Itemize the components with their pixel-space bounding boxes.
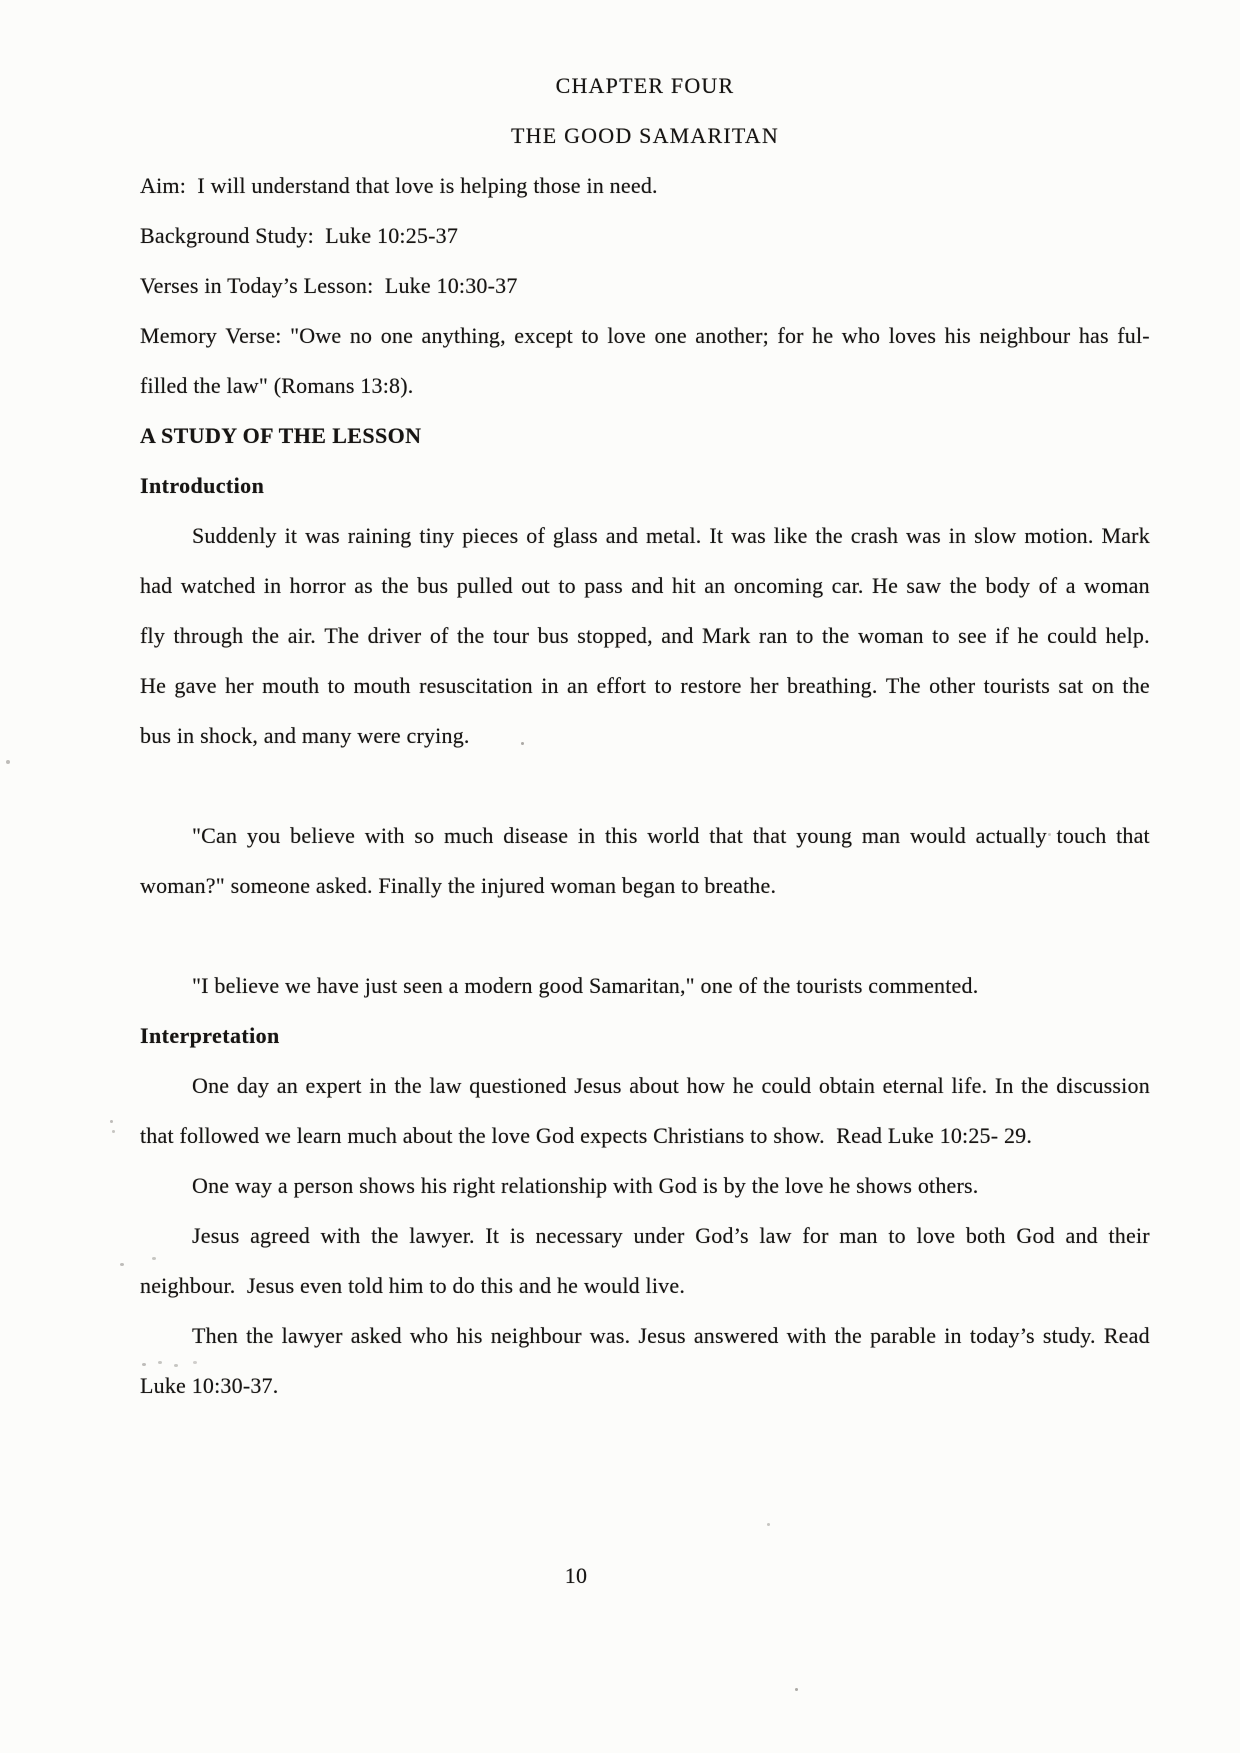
word: glass xyxy=(552,523,598,548)
word: he xyxy=(732,1073,754,1098)
word: that xyxy=(752,823,787,848)
word: disease xyxy=(503,823,569,848)
scan-speckle xyxy=(767,1523,770,1526)
word: with xyxy=(320,1223,361,1248)
word: much xyxy=(443,823,494,848)
word: air. xyxy=(287,623,316,648)
word: that xyxy=(1116,823,1150,848)
word: horror xyxy=(289,573,346,598)
word: this xyxy=(605,823,638,848)
body-line: woman?" someone asked. Finally the injured woman began to breathe. xyxy=(140,873,777,898)
word: stopped, xyxy=(577,623,653,648)
word: the xyxy=(251,623,280,648)
body-line: bus in shock, and many were crying. xyxy=(140,723,470,748)
word: The xyxy=(885,673,921,698)
scan-speckle xyxy=(795,1688,798,1691)
word: the xyxy=(1021,1073,1049,1098)
word: effort xyxy=(596,673,647,698)
word: out xyxy=(521,573,550,598)
word: of xyxy=(429,623,449,648)
word: restore xyxy=(680,673,742,698)
word: young xyxy=(796,823,853,848)
word: crash xyxy=(850,523,899,548)
word: body xyxy=(985,573,1031,598)
word: is xyxy=(509,1223,525,1248)
word: driver xyxy=(367,623,422,648)
word: see xyxy=(958,623,987,648)
word: Suddenly xyxy=(192,523,277,548)
word: in xyxy=(577,823,596,848)
word: fly xyxy=(140,623,166,648)
word: the xyxy=(949,573,978,598)
word: obtain xyxy=(818,1073,876,1098)
word: the xyxy=(1122,673,1150,698)
word: was xyxy=(731,523,766,548)
word: Mark xyxy=(1101,523,1150,548)
word: about xyxy=(629,1073,680,1098)
word: motion. xyxy=(1024,523,1094,548)
body-line: "I believe we have just seen a modern good Samaritan," one of the tourists commented. xyxy=(192,973,979,998)
meta-line: Verses in Today’s Lesson: Luke 10:30-37 xyxy=(140,273,518,298)
body-line: One way a person shows his right relationship with God is by the love he shows others. xyxy=(192,1173,979,1198)
word: asked xyxy=(350,1323,402,1348)
word: today’s xyxy=(969,1323,1035,1348)
word: "Owe xyxy=(290,323,342,348)
word: slow xyxy=(974,523,1017,548)
word: could xyxy=(1047,623,1098,648)
word: and xyxy=(661,623,694,648)
word: was. xyxy=(589,1323,631,1348)
word: to xyxy=(932,623,950,648)
word: except xyxy=(514,323,573,348)
word: discussion xyxy=(1056,1073,1150,1098)
scan-speckle xyxy=(112,1130,115,1133)
word: to xyxy=(581,323,599,348)
body-line xyxy=(140,511,1150,561)
word: study. xyxy=(1042,1323,1096,1348)
chapter-title: CHAPTER FOUR xyxy=(555,73,735,98)
word: and xyxy=(631,573,664,598)
word: lawyer xyxy=(281,1323,343,1348)
word: loves xyxy=(888,323,937,348)
word: and xyxy=(1065,1223,1098,1248)
meta-line: filled the law" (Romans 13:8). xyxy=(140,373,414,398)
section-heading: A STUDY OF THE LESSON xyxy=(140,423,422,448)
word: of xyxy=(1038,573,1058,598)
word: no xyxy=(349,323,373,348)
word: life. xyxy=(951,1073,988,1098)
word: eternal xyxy=(882,1073,944,1098)
word: for xyxy=(777,323,804,348)
word: metal. xyxy=(645,523,702,548)
word: the xyxy=(381,573,409,598)
word: to xyxy=(558,573,576,598)
word: like xyxy=(773,523,808,548)
word: gave xyxy=(174,673,217,698)
word: a xyxy=(1065,573,1076,598)
word: It xyxy=(709,523,724,548)
word: the xyxy=(815,523,843,548)
word: Read xyxy=(1103,1323,1150,1348)
word: parable xyxy=(870,1323,937,1348)
word: both xyxy=(965,1223,1006,1248)
word: Jesus xyxy=(574,1073,622,1098)
word: under xyxy=(633,1223,685,1248)
word: watched xyxy=(180,573,256,598)
word: her xyxy=(749,673,779,698)
word: law xyxy=(429,1073,462,1098)
word: Then xyxy=(192,1323,239,1348)
word: he xyxy=(1017,623,1039,648)
word: other xyxy=(929,673,976,698)
word: you xyxy=(246,823,281,848)
word: the xyxy=(394,1073,422,1098)
word: He xyxy=(871,573,899,598)
word: in xyxy=(263,573,282,598)
body-line xyxy=(140,1311,1150,1361)
chapter-title: THE GOOD SAMARITAN xyxy=(511,123,779,148)
word: car. xyxy=(831,573,864,598)
word: for xyxy=(802,1223,829,1248)
word: love xyxy=(607,323,646,348)
word: as xyxy=(354,573,373,598)
word: mouth xyxy=(353,673,411,698)
word: law xyxy=(759,1223,792,1248)
word: it xyxy=(284,523,298,548)
word: Jesus xyxy=(192,1223,240,1248)
word: who xyxy=(409,1323,449,1348)
footer-gap xyxy=(140,1411,1150,1551)
body-line xyxy=(140,661,1150,711)
scan-speckle xyxy=(120,1263,124,1266)
word: pass xyxy=(584,573,623,598)
word: to xyxy=(654,673,673,698)
word: the xyxy=(822,623,850,648)
word: their xyxy=(1108,1223,1150,1248)
scan-speckle xyxy=(142,1363,146,1366)
word: love xyxy=(916,1223,956,1248)
word: has xyxy=(1078,323,1109,348)
word: pulled xyxy=(456,573,513,598)
word: breathing. xyxy=(787,673,878,698)
word: bus xyxy=(417,573,449,598)
word: his xyxy=(944,323,971,348)
word: in xyxy=(369,1073,387,1098)
word: oncoming xyxy=(733,573,824,598)
scan-speckle xyxy=(6,760,10,764)
scan-speckle xyxy=(110,1120,113,1123)
word: to xyxy=(888,1223,906,1248)
page-number: 10 xyxy=(564,1563,588,1588)
scan-speckle xyxy=(1048,833,1051,836)
word: tour xyxy=(492,623,530,648)
word: if xyxy=(995,623,1010,648)
word: another; xyxy=(695,323,769,348)
meta-line: Background Study: Luke 10:25-37 xyxy=(140,223,459,248)
word: bus xyxy=(537,623,569,648)
word: that xyxy=(709,823,744,848)
word: answered xyxy=(693,1323,779,1348)
word: on xyxy=(1091,673,1115,698)
word: the xyxy=(371,1223,399,1248)
word: was xyxy=(305,523,340,548)
word: he xyxy=(812,323,834,348)
word: He xyxy=(140,673,167,698)
scan-speckle xyxy=(193,1361,197,1364)
word: an xyxy=(704,573,726,598)
word: of xyxy=(526,523,545,548)
word: how xyxy=(686,1073,726,1098)
word: saw xyxy=(906,573,942,598)
word: his xyxy=(456,1323,483,1348)
word: in xyxy=(948,523,967,548)
word: neighbour xyxy=(979,323,1071,348)
blank-line xyxy=(140,761,1150,811)
word: anything, xyxy=(421,323,506,348)
word: actually xyxy=(975,823,1047,848)
word: the xyxy=(246,1323,274,1348)
word: the xyxy=(457,623,485,648)
word: Jesus xyxy=(638,1323,686,1348)
scan-speckle xyxy=(152,1257,156,1260)
word: expert xyxy=(305,1073,362,1098)
word: neighbour xyxy=(490,1323,582,1348)
scan-speckle xyxy=(521,742,524,745)
word: would xyxy=(909,823,966,848)
word: an xyxy=(567,673,589,698)
section-heading: Introduction xyxy=(140,473,265,498)
word: God’s xyxy=(695,1223,749,1248)
body-line: that followed we learn much about the love God expects Christians to show. Read Luke 10:25- 29. xyxy=(140,1123,1033,1148)
word: tiny xyxy=(419,523,455,548)
meta-line xyxy=(140,311,1150,361)
scan-speckle xyxy=(174,1364,178,1367)
word: who xyxy=(841,323,881,348)
word: mouth xyxy=(262,673,320,698)
word: sat xyxy=(1058,673,1084,698)
word: The xyxy=(324,623,360,648)
word: in xyxy=(944,1323,962,1348)
document-body xyxy=(140,61,1150,1601)
word: to xyxy=(796,623,814,648)
word: Mark xyxy=(702,623,751,648)
word: man xyxy=(839,1223,878,1248)
word: tourists xyxy=(983,673,1050,698)
word: was xyxy=(906,523,941,548)
word: her xyxy=(225,673,254,698)
word: day xyxy=(236,1073,270,1098)
word: In xyxy=(994,1073,1014,1098)
word: It xyxy=(485,1223,500,1248)
word: with xyxy=(364,823,405,848)
word: "Can xyxy=(192,823,238,848)
blank-line xyxy=(140,911,1150,961)
word: hit xyxy=(672,573,696,598)
body-line xyxy=(140,1061,1150,1111)
body-line: neighbour. Jesus even told him to do this and he would live. xyxy=(140,1273,686,1298)
word: agreed xyxy=(250,1223,310,1248)
word: One xyxy=(192,1073,230,1098)
section-heading: Interpretation xyxy=(140,1023,280,1048)
word: raining xyxy=(347,523,412,548)
word: ran xyxy=(758,623,788,648)
body-line xyxy=(140,1211,1150,1261)
body-line xyxy=(140,561,1150,611)
word: through xyxy=(173,623,244,648)
word: questioned xyxy=(469,1073,567,1098)
word: to xyxy=(327,673,346,698)
word: one xyxy=(380,323,414,348)
word: lawyer. xyxy=(409,1223,475,1248)
body-line xyxy=(140,611,1150,661)
body-line xyxy=(140,811,1150,861)
scan-speckle xyxy=(158,1361,162,1364)
word: and xyxy=(605,523,639,548)
word: Memory xyxy=(140,323,217,348)
word: Verse: xyxy=(225,323,282,348)
word: could xyxy=(761,1073,812,1098)
word: ful- xyxy=(1117,323,1150,348)
word: in xyxy=(541,673,559,698)
word: world xyxy=(647,823,700,848)
word: resuscitation xyxy=(419,673,533,698)
word: one xyxy=(654,323,687,348)
body-line: Luke 10:30-37. xyxy=(140,1373,279,1398)
word: believe xyxy=(290,823,356,848)
word: so xyxy=(414,823,435,848)
word: woman xyxy=(857,623,924,648)
word: necessary xyxy=(535,1223,623,1248)
word: help. xyxy=(1105,623,1150,648)
word: man xyxy=(861,823,901,848)
word: with xyxy=(786,1323,827,1348)
word: the xyxy=(834,1323,863,1348)
word: God xyxy=(1016,1223,1055,1248)
word: pieces xyxy=(462,523,519,548)
word: had xyxy=(140,573,173,598)
word: an xyxy=(276,1073,298,1098)
word: woman xyxy=(1084,573,1150,598)
meta-line: Aim: I will understand that love is helping those in need. xyxy=(140,173,658,198)
word: touch xyxy=(1056,823,1107,848)
